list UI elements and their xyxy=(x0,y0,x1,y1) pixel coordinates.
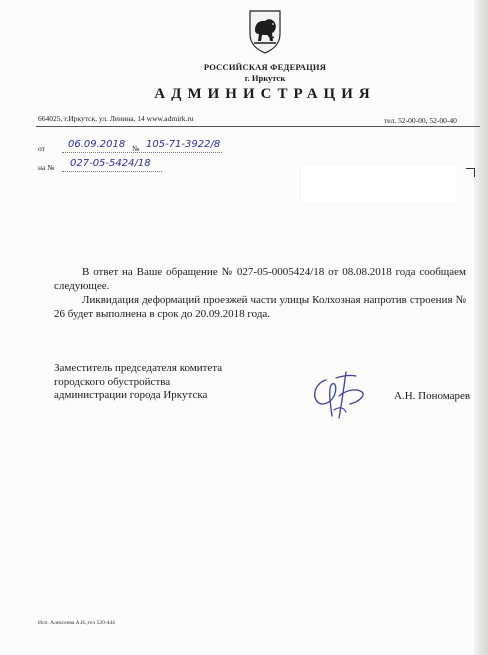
organization-title: АДМИНИСТРАЦИЯ xyxy=(154,86,376,102)
reply-to-number-handwritten: 027-05-5424/18 xyxy=(70,158,151,169)
country-name: РОССИЙСКАЯ ФЕДЕРАЦИЯ xyxy=(203,62,327,72)
signatory-title-line-3: администрации города Иркутска xyxy=(54,389,208,401)
signatory-name: А.Н. Пономарев xyxy=(394,390,471,402)
from-date-handwritten: 06.09.2018 xyxy=(68,139,126,150)
address-line: 664025, г.Иркутск, ул. Ленина, 14 www.admirk.ru xyxy=(38,114,194,123)
signatory-title xyxy=(54,362,222,403)
body-paragraph-2: Ликвидация деформаций проезжей части улицы Колхозная напротив строения № 26 будет выполнена в срок до 20.09.2018 года. xyxy=(54,294,466,320)
outgoing-number-sign: № xyxy=(132,144,140,153)
phone-line: тел. 52-00-00, 52-00-40 xyxy=(384,116,457,125)
scan-edge-shadow xyxy=(474,0,488,655)
handwritten-signature xyxy=(306,366,372,424)
header-divider xyxy=(36,126,480,127)
body-paragraph-1: В ответ на Ваше обращение № 027-05-0005424/18 от 08.08.2018 года сообщаем следующее. xyxy=(54,266,466,292)
outgoing-number-handwritten: 105-71-3922/8 xyxy=(146,139,221,150)
signatory-title-line-1: Заместитель председателя комитета xyxy=(54,362,223,374)
from-date-label: от xyxy=(38,144,45,153)
letter-body xyxy=(54,265,466,321)
address-corner-mark xyxy=(466,168,475,177)
reply-to-label: на № xyxy=(38,163,55,172)
executor-note: Исп. Алексеева А.Н.,тел 520-444 xyxy=(38,620,115,626)
date-number-underline xyxy=(62,152,222,153)
coat-of-arms-icon xyxy=(246,8,284,54)
city-name: г. Иркутск xyxy=(244,73,286,83)
signatory-title-line-2: городского обустройства xyxy=(54,375,171,388)
reply-number-underline xyxy=(62,171,162,172)
redacted-addressee xyxy=(300,166,456,202)
